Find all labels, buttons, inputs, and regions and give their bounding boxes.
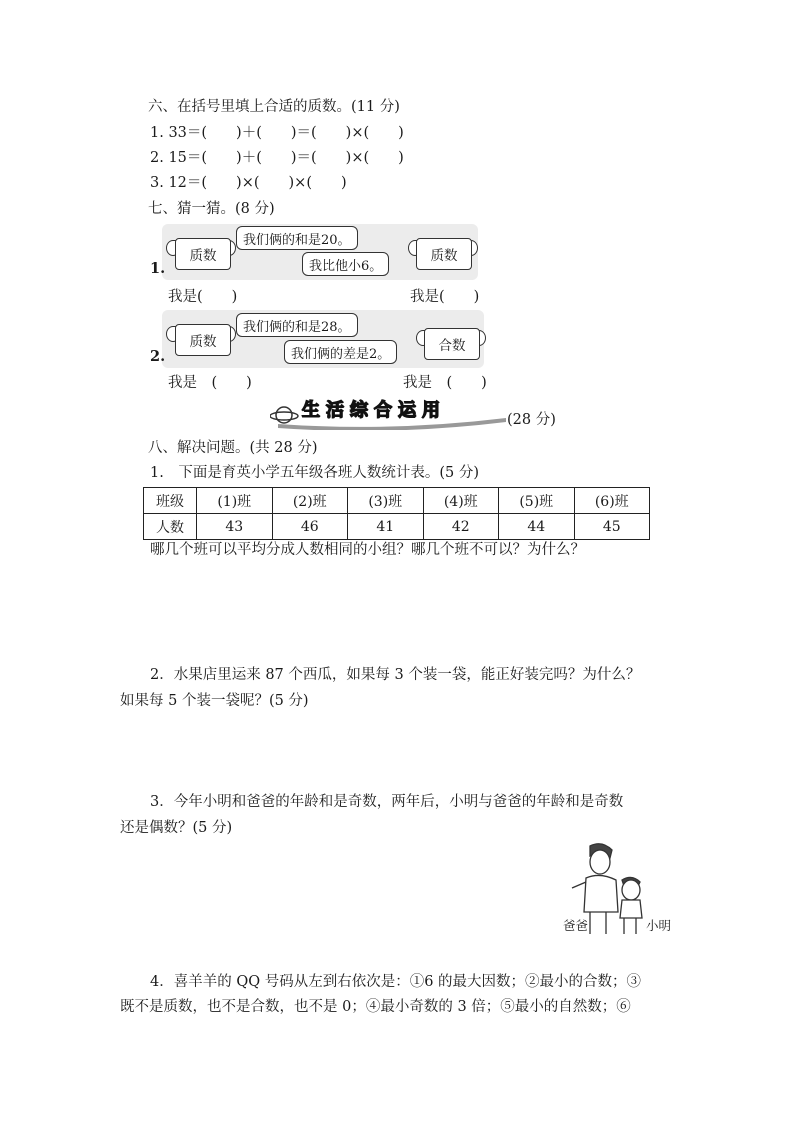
puzzle-2-left-sign	[175, 324, 231, 356]
puzzle-1-right-sign-label: 质数	[430, 248, 458, 264]
puzzle-1-left-sign-label: 质数	[189, 248, 217, 264]
table-row	[144, 514, 650, 540]
table-cell: 41	[348, 514, 424, 540]
dad-arm	[572, 882, 586, 888]
table-cell: 43	[197, 514, 273, 540]
planet-icon	[270, 407, 298, 423]
question-8-3-line1: 3．今年小明和爸爸的年龄和是奇数，两年后，小明与爸爸的年龄和是奇数	[150, 794, 624, 810]
dad-head	[590, 850, 610, 874]
label-dad: 爸爸	[563, 918, 589, 933]
puzzle-1-number: 1.	[150, 260, 166, 277]
kid-head	[622, 880, 640, 900]
banner-title: 生活综合运用	[302, 400, 446, 421]
table-cell: (5)班	[499, 488, 575, 514]
puzzle-2-left-sign-label: 质数	[189, 334, 217, 350]
puzzle-1-bubble-bottom	[302, 252, 389, 276]
banner-score: (28 分)	[507, 412, 556, 428]
kid-legs	[624, 918, 636, 934]
question-8-2-line1: 2．水果店里运来 87 个西瓜，如果每 3 个装一袋，能正好装完吗？为什么？	[150, 667, 641, 683]
puzzle-2-right-sign-label: 合数	[438, 338, 466, 354]
table-header-row	[144, 488, 650, 514]
question-8-1-question: 哪几个班可以平均分成人数相同的小组？哪几个班不可以？为什么？	[150, 542, 585, 558]
table-cell: 人数	[144, 514, 197, 540]
puzzle-2-bubble-bottom	[284, 340, 397, 364]
question-6-1: 1. 33＝( )＋( )＝( )×( )	[150, 125, 404, 141]
puzzle-2-bubble-bottom-text: 我们俩的差是2。	[291, 346, 391, 362]
puzzle-2-right-answer: 我是 ( )	[403, 375, 487, 391]
kid-body	[620, 900, 642, 918]
puzzle-1-bubble-top	[236, 226, 358, 250]
puzzle-1-bubble-bottom-text: 我比他小6。	[309, 258, 383, 274]
puzzle-1-left-sign	[175, 238, 231, 270]
table-cell: 45	[574, 514, 650, 540]
table-cell: 46	[272, 514, 348, 540]
table-cell: 班级	[144, 488, 197, 514]
question-6-2: 2. 15＝( )＋( )＝( )×( )	[150, 150, 404, 166]
class-size-table	[143, 487, 650, 540]
dad-body	[584, 875, 618, 912]
table-cell: 44	[499, 514, 575, 540]
section-7-title: 七、猜一猜。(8 分)	[148, 201, 275, 217]
question-8-4-line1: 4．喜羊羊的 QQ 号码从左到右依次是：①6 的最大因数；②最小的合数；③	[150, 974, 642, 990]
puzzle-2-right-sign	[424, 328, 480, 360]
question-6-3: 3. 12＝( )×( )×( )	[150, 175, 347, 191]
table-cell: (1)班	[197, 488, 273, 514]
puzzle-2-left-answer: 我是 ( )	[168, 375, 252, 391]
table-cell: (4)班	[423, 488, 499, 514]
puzzle-2-bubble-top-text: 我们俩的和是28。	[243, 319, 351, 335]
table-cell: (3)班	[348, 488, 424, 514]
question-8-1-text: 1. 下面是育英小学五年级各班人数统计表。(5 分)	[150, 465, 479, 481]
question-8-2-line2: 如果每 5 个装一袋呢？(5 分)	[120, 693, 309, 709]
puzzle-2-bubble-top	[236, 313, 358, 337]
question-8-3-line2: 还是偶数？(5 分)	[120, 820, 233, 836]
puzzle-1-right-answer: 我是( )	[410, 289, 480, 305]
table-cell: (2)班	[272, 488, 348, 514]
puzzle-1-bubble-top-text: 我们俩的和是20。	[243, 232, 351, 248]
puzzle-1-left-answer: 我是( )	[168, 289, 238, 305]
question-8-4-line2: 既不是质数，也不是合数，也不是 0；④最小奇数的 3 倍；⑤最小的自然数；⑥	[120, 999, 631, 1015]
table-cell: 42	[423, 514, 499, 540]
puzzle-2-number: 2.	[150, 348, 166, 365]
dad-legs	[590, 912, 606, 934]
section-6-title: 六、在括号里填上合适的质数。(11 分)	[148, 99, 400, 115]
label-kid: 小明	[646, 918, 672, 933]
puzzle-1-right-sign	[416, 238, 472, 270]
section-8-title: 八、解决问题。(共 28 分)	[148, 440, 318, 456]
table-cell: (6)班	[574, 488, 650, 514]
